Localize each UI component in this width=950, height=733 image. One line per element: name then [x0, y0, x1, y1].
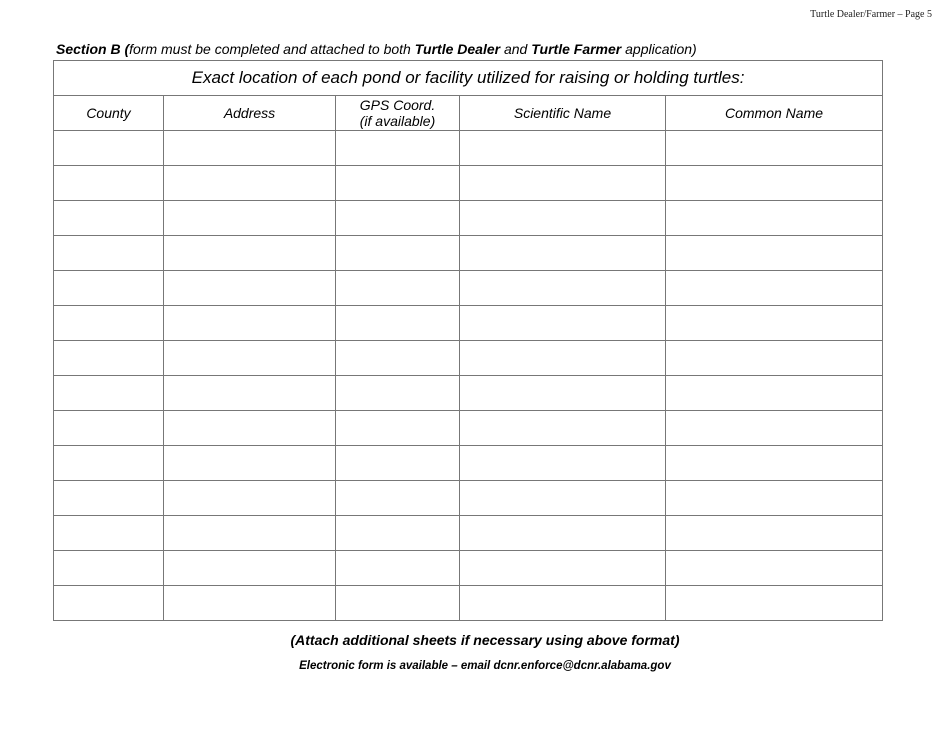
cell-scientific[interactable]	[460, 481, 666, 516]
table-body	[54, 131, 883, 621]
cell-scientific[interactable]	[460, 446, 666, 481]
cell-scientific[interactable]	[460, 306, 666, 341]
cell-county[interactable]	[54, 411, 164, 446]
section-text-1: form must be completed and attached to both	[129, 41, 415, 57]
column-header-county: County	[54, 96, 164, 131]
cell-county[interactable]	[54, 131, 164, 166]
cell-address[interactable]	[164, 236, 336, 271]
table-row	[54, 236, 883, 271]
cell-common[interactable]	[666, 271, 883, 306]
table-row	[54, 201, 883, 236]
cell-address[interactable]	[164, 586, 336, 621]
cell-address[interactable]	[164, 481, 336, 516]
cell-address[interactable]	[164, 131, 336, 166]
cell-county[interactable]	[54, 166, 164, 201]
cell-county[interactable]	[54, 306, 164, 341]
table-row	[54, 446, 883, 481]
cell-gps[interactable]	[336, 271, 460, 306]
cell-scientific[interactable]	[460, 166, 666, 201]
table-banner: Exact location of each pond or facility utilized for raising or holding turtles:	[54, 61, 883, 96]
cell-address[interactable]	[164, 411, 336, 446]
cell-gps[interactable]	[336, 131, 460, 166]
cell-common[interactable]	[666, 586, 883, 621]
cell-county[interactable]	[54, 201, 164, 236]
cell-gps[interactable]	[336, 411, 460, 446]
cell-scientific[interactable]	[460, 341, 666, 376]
section-text-3: application)	[621, 41, 697, 57]
cell-common[interactable]	[666, 306, 883, 341]
cell-common[interactable]	[666, 481, 883, 516]
gps-header-line1: GPS Coord.	[359, 97, 436, 113]
table-row	[54, 131, 883, 166]
cell-scientific[interactable]	[460, 376, 666, 411]
cell-scientific[interactable]	[460, 271, 666, 306]
cell-address[interactable]	[164, 166, 336, 201]
table-row	[54, 376, 883, 411]
cell-common[interactable]	[666, 446, 883, 481]
location-table	[53, 60, 883, 621]
cell-common[interactable]	[666, 166, 883, 201]
cell-scientific[interactable]	[460, 411, 666, 446]
cell-county[interactable]	[54, 586, 164, 621]
cell-scientific[interactable]	[460, 201, 666, 236]
cell-common[interactable]	[666, 551, 883, 586]
cell-county[interactable]	[54, 271, 164, 306]
cell-gps[interactable]	[336, 446, 460, 481]
section-dealer: Turtle Dealer	[414, 41, 501, 57]
column-header-common-name: Common Name	[666, 96, 883, 131]
cell-common[interactable]	[666, 411, 883, 446]
cell-gps[interactable]	[336, 201, 460, 236]
cell-gps[interactable]	[336, 341, 460, 376]
table-row	[54, 516, 883, 551]
column-header-scientific-name: Scientific Name	[460, 96, 666, 131]
column-header-gps	[336, 96, 460, 131]
cell-gps[interactable]	[336, 516, 460, 551]
cell-address[interactable]	[164, 201, 336, 236]
cell-gps[interactable]	[336, 376, 460, 411]
gps-header-line2: (if available)	[359, 113, 436, 129]
cell-county[interactable]	[54, 551, 164, 586]
page-header: Turtle Dealer/Farmer – Page 5	[810, 9, 932, 20]
cell-common[interactable]	[666, 376, 883, 411]
cell-scientific[interactable]	[460, 516, 666, 551]
table-row	[54, 306, 883, 341]
cell-scientific[interactable]	[460, 586, 666, 621]
cell-gps[interactable]	[336, 306, 460, 341]
cell-address[interactable]	[164, 341, 336, 376]
cell-gps[interactable]	[336, 551, 460, 586]
cell-common[interactable]	[666, 201, 883, 236]
cell-common[interactable]	[666, 516, 883, 551]
section-text-2: and	[500, 41, 532, 57]
cell-county[interactable]	[54, 376, 164, 411]
electronic-note: Electronic form is available – email dcnr.enforce@dcnr.alabama.gov	[299, 660, 671, 672]
table-row	[54, 166, 883, 201]
column-header-address: Address	[164, 96, 336, 131]
table-row	[54, 481, 883, 516]
cell-gps[interactable]	[336, 166, 460, 201]
cell-county[interactable]	[54, 236, 164, 271]
cell-address[interactable]	[164, 376, 336, 411]
cell-address[interactable]	[164, 271, 336, 306]
cell-address[interactable]	[164, 551, 336, 586]
cell-scientific[interactable]	[460, 551, 666, 586]
cell-address[interactable]	[164, 306, 336, 341]
cell-county[interactable]	[54, 446, 164, 481]
table-row	[54, 411, 883, 446]
table-row	[54, 271, 883, 306]
cell-county[interactable]	[54, 516, 164, 551]
cell-scientific[interactable]	[460, 131, 666, 166]
table-row	[54, 341, 883, 376]
section-farmer: Turtle Farmer	[531, 41, 622, 57]
cell-scientific[interactable]	[460, 236, 666, 271]
cell-county[interactable]	[54, 481, 164, 516]
cell-gps[interactable]	[336, 586, 460, 621]
table-row	[54, 586, 883, 621]
table-row	[54, 551, 883, 586]
attach-note: (Attach additional sheets if necessary using above format)	[290, 632, 680, 648]
cell-common[interactable]	[666, 131, 883, 166]
cell-common[interactable]	[666, 236, 883, 271]
section-label: Section B (	[56, 41, 130, 57]
cell-address[interactable]	[164, 516, 336, 551]
cell-address[interactable]	[164, 446, 336, 481]
section-title	[56, 41, 697, 57]
cell-county[interactable]	[54, 341, 164, 376]
cell-gps[interactable]	[336, 236, 460, 271]
cell-common[interactable]	[666, 341, 883, 376]
cell-gps[interactable]	[336, 481, 460, 516]
